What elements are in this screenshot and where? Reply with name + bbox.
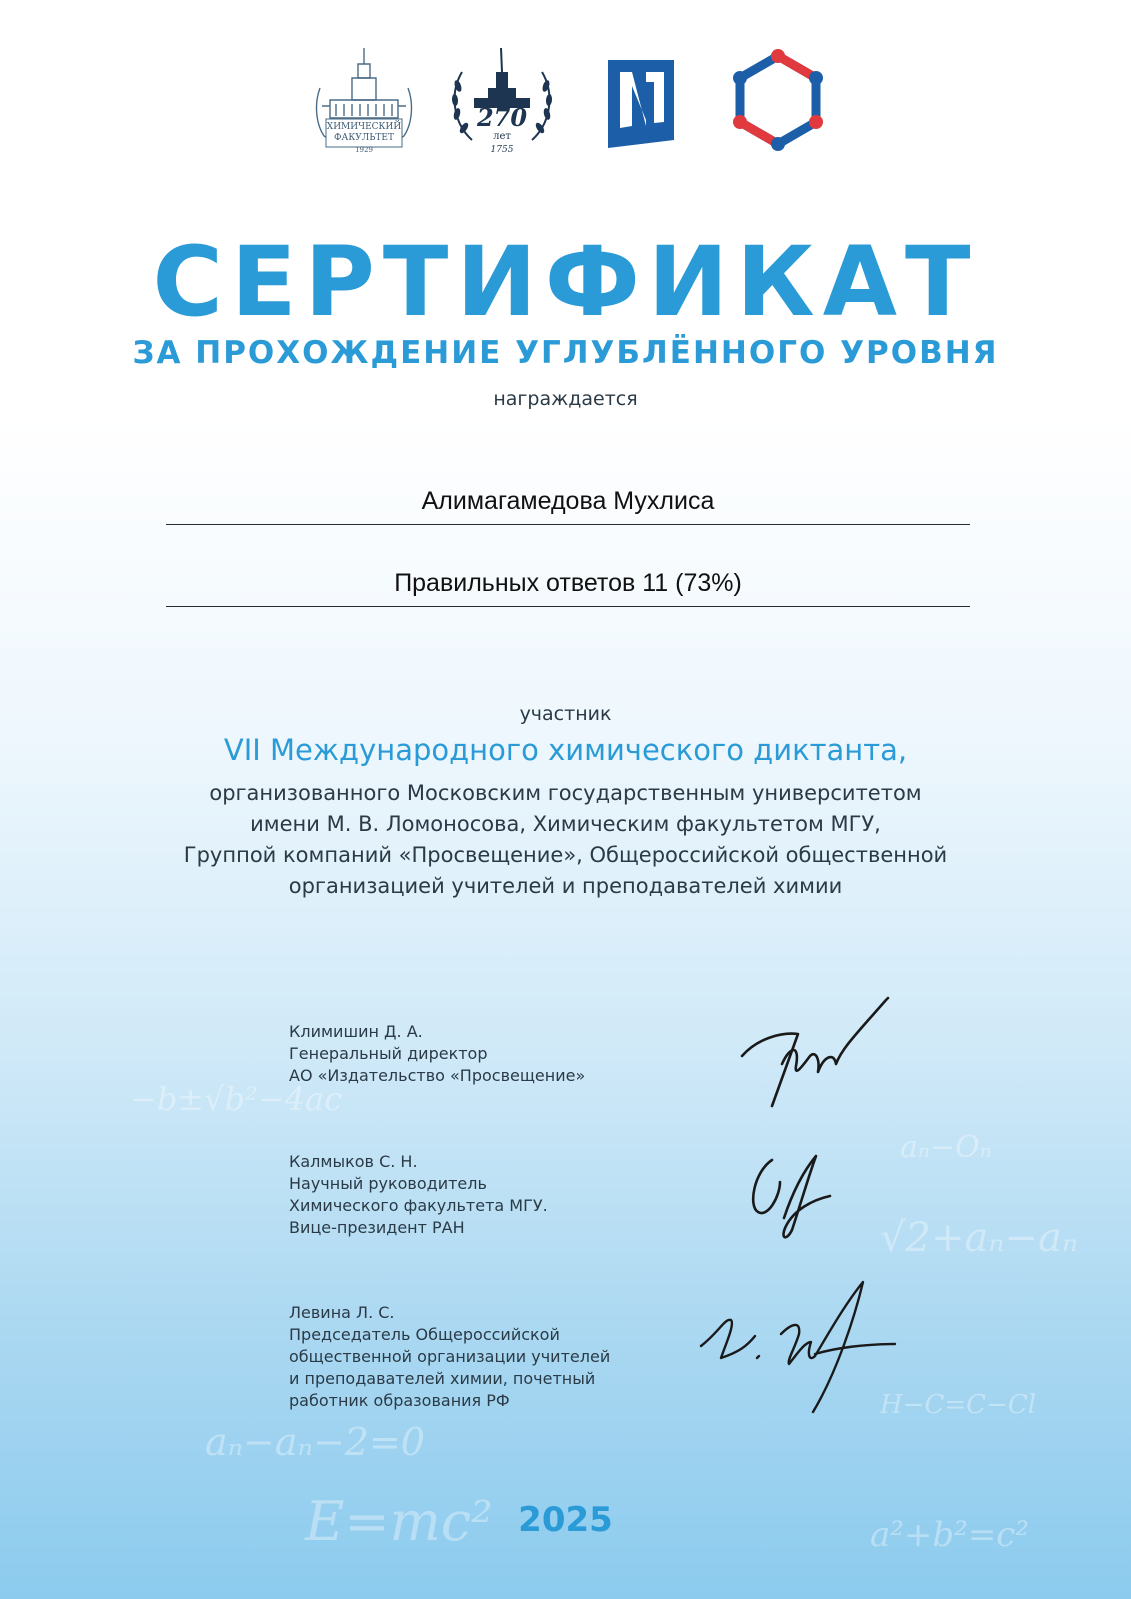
recipient-name: Алимагамедова Мухлиса (166, 487, 970, 525)
msu-270-number: 270 (476, 103, 528, 132)
bg-formula: a²+b²=c² (870, 1515, 1029, 1555)
logo-row (0, 42, 1131, 162)
prosveshchenie-logo (602, 56, 680, 152)
organizers-line: Группой компаний «Просвещение», Общероссийской общественной (183, 843, 948, 867)
signer-title: Генеральный директор (289, 1044, 488, 1063)
bg-formula: aₙ−aₙ−2=0 (205, 1420, 425, 1464)
signature-klimishin (738, 994, 908, 1110)
signer-title: общественной организации учителей (289, 1347, 611, 1366)
bg-formula: aₙ−Oₙ (900, 1130, 992, 1165)
signer-title: Председатель Общероссийской (289, 1325, 560, 1344)
bg-formula: E=mc² (305, 1490, 493, 1553)
signature-levina (695, 1276, 905, 1416)
signer-kalmykov (289, 1151, 548, 1239)
event-name: VII Международного химического диктанта, (223, 733, 908, 767)
signer-klimishin (289, 1021, 585, 1087)
signer-title: и преподавателей химии, почетный (289, 1369, 596, 1388)
chem-faculty-logo-year: 1929 (355, 146, 373, 154)
organizers-line: организацией учителей и преподавателей химии (288, 874, 843, 898)
certificate-year: 2025 (518, 1500, 613, 1540)
signature-kalmykov (744, 1148, 840, 1244)
chem-faculty-logo-line2: ФАКУЛЬТЕТ (334, 133, 394, 143)
awarded-label: награждается (493, 388, 638, 410)
signer-levina (289, 1302, 610, 1412)
organizers-text (0, 778, 1131, 902)
signer-title: Химического факультета МГУ. (289, 1196, 548, 1215)
signer-title: АО «Издательство «Просвещение» (289, 1066, 586, 1085)
msu-270-word: лет (493, 131, 511, 142)
certificate-subtitle: ЗА ПРОХОЖДЕНИЕ УГЛУБЛЁННОГО УРОВНЯ (132, 335, 999, 371)
signer-title: Научный руководитель (289, 1174, 487, 1193)
signer-name: Калмыков С. Н. (289, 1152, 418, 1171)
msu-270-logo (446, 42, 558, 156)
bg-formula: √2+aₙ−aₙ (880, 1215, 1079, 1261)
signer-title: Вице-президент РАН (289, 1218, 465, 1237)
chem-teachers-org-logo (730, 48, 826, 152)
signer-name: Левина Л. С. (289, 1303, 395, 1322)
chem-faculty-logo (312, 44, 416, 160)
bg-formula: H−C=C−Cl (880, 1390, 1037, 1420)
chem-faculty-logo-line1: ХИМИЧЕСКИЙ (326, 122, 402, 132)
organizers-line: организованного Московским государственным университетом (209, 781, 922, 805)
msu-270-year: 1755 (490, 145, 514, 155)
signer-title: работник образования РФ (289, 1391, 510, 1410)
certificate-title: СЕРТИФИКАТ (152, 226, 979, 338)
organizers-line: имени М. В. Ломоносова, Химическим факультетом МГУ, (250, 812, 881, 836)
participant-label: участник (519, 703, 612, 725)
score-text: Правильных ответов 11 (73%) (166, 569, 970, 607)
signer-name: Климишин Д. А. (289, 1022, 423, 1041)
bg-formula: −b±√b²−4ac (130, 1080, 342, 1118)
